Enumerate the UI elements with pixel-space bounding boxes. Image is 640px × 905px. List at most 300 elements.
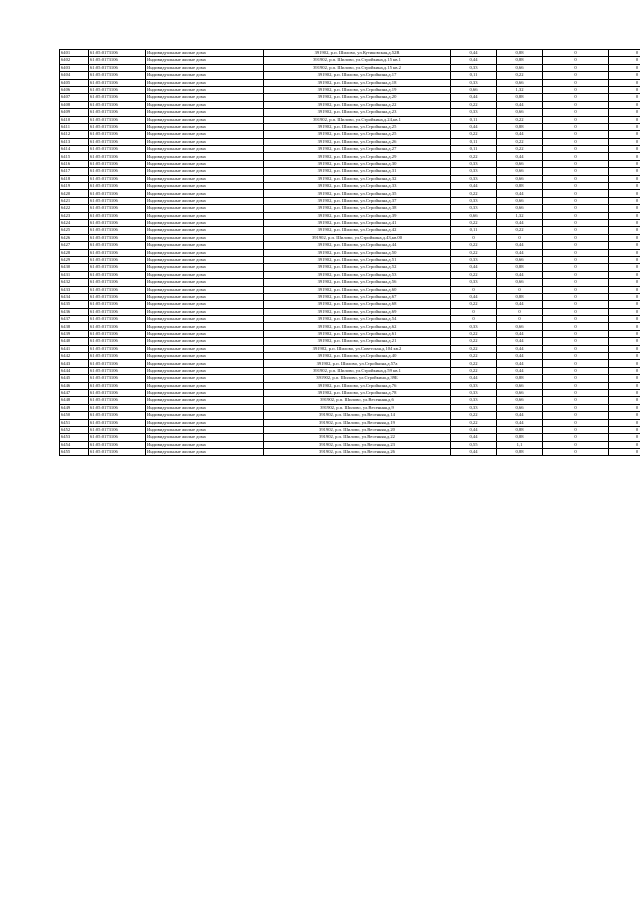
- value-b-cell: 0,22: [497, 227, 543, 234]
- table-row: [60, 79, 640, 86]
- value-a-cell: 0,22: [451, 301, 497, 308]
- building-type-cell: Индивидуальные жилые дома: [146, 404, 264, 411]
- value-c-cell: 0: [543, 94, 609, 101]
- value-d-cell: 0: [609, 138, 640, 145]
- table-row: [60, 153, 640, 160]
- value-a-cell: 0,22: [451, 190, 497, 197]
- value-b-cell: 0,66: [497, 404, 543, 411]
- value-b-cell: 0,88: [497, 264, 543, 271]
- building-type-cell: Индивидуальные жилые дома: [146, 109, 264, 116]
- value-a-cell: 0: [451, 308, 497, 315]
- table-row: [60, 175, 640, 182]
- address-cell: 391902, р.п. Шилово, ул.Стройкина,д.23: [264, 109, 451, 116]
- table-row: [60, 131, 640, 138]
- table-body: [60, 50, 640, 456]
- building-type-cell: Индивидуальные жилые дома: [146, 293, 264, 300]
- building-type-cell: Индивидуальные жилые дома: [146, 419, 264, 426]
- value-b-cell: 0,66: [497, 109, 543, 116]
- cadastral-number-cell: 61:05:0173106: [89, 293, 146, 300]
- table-row: [60, 256, 640, 263]
- row-number-cell: 6436: [60, 308, 89, 315]
- cadastral-number-cell: 61:05:0173106: [89, 323, 146, 330]
- value-a-cell: 0,22: [451, 219, 497, 226]
- row-number-cell: 6438: [60, 323, 89, 330]
- value-a-cell: 0,66: [451, 212, 497, 219]
- building-type-cell: Индивидуальные жилые дома: [146, 382, 264, 389]
- address-cell: 391902, р.п. Шилово, ул.Стройкина,д.67: [264, 293, 451, 300]
- table-row: [60, 316, 640, 323]
- value-d-cell: 0: [609, 449, 640, 456]
- building-type-cell: Индивидуальные жилые дома: [146, 256, 264, 263]
- value-d-cell: 0: [609, 242, 640, 249]
- table-row: [60, 123, 640, 130]
- cadastral-number-cell: 61:05:0173106: [89, 160, 146, 167]
- table-row: [60, 205, 640, 212]
- row-number-cell: 6440: [60, 338, 89, 345]
- address-cell: 391902, р.п. Шилово, ул.Советская,д.104 кв.2: [264, 345, 451, 352]
- value-d-cell: 0: [609, 256, 640, 263]
- address-cell: 391902, р.п. Шилово, ул.Стройкина,д.35: [264, 190, 451, 197]
- value-c-cell: 0: [543, 412, 609, 419]
- building-type-cell: Индивидуальные жилые дома: [146, 168, 264, 175]
- value-d-cell: 0: [609, 316, 640, 323]
- value-b-cell: 0,88: [497, 293, 543, 300]
- value-d-cell: 0: [609, 227, 640, 234]
- row-number-cell: 6444: [60, 367, 89, 374]
- table-row: [60, 345, 640, 352]
- value-c-cell: 0: [543, 190, 609, 197]
- value-a-cell: 0,44: [451, 183, 497, 190]
- row-number-cell: 6451: [60, 419, 89, 426]
- row-number-cell: 6401: [60, 50, 89, 57]
- cadastral-number-cell: 61:05:0173106: [89, 316, 146, 323]
- value-d-cell: 0: [609, 205, 640, 212]
- address-cell: 391902, р.п. Шилово, ул.Стройкина,д.44: [264, 242, 451, 249]
- address-cell: 391902, р.п. Шилово, ул.Стройкина,д.39Б: [264, 375, 451, 382]
- value-b-cell: 0,44: [497, 345, 543, 352]
- value-a-cell: 0,33: [451, 175, 497, 182]
- row-number-cell: 6443: [60, 360, 89, 367]
- building-type-cell: Индивидуальные жилые дома: [146, 197, 264, 204]
- cadastral-number-cell: 61:05:0173106: [89, 449, 146, 456]
- value-b-cell: 0,22: [497, 146, 543, 153]
- building-type-cell: Индивидуальные жилые дома: [146, 323, 264, 330]
- table-row: [60, 190, 640, 197]
- value-d-cell: 0: [609, 360, 640, 367]
- value-b-cell: 0,88: [497, 123, 543, 130]
- row-number-cell: 6431: [60, 271, 89, 278]
- table-row: [60, 367, 640, 374]
- building-type-cell: Индивидуальные жилые дома: [146, 219, 264, 226]
- value-b-cell: 0,44: [497, 338, 543, 345]
- table-row: [60, 286, 640, 293]
- table-row: [60, 57, 640, 64]
- building-type-cell: Индивидуальные жилые дома: [146, 367, 264, 374]
- value-d-cell: 0: [609, 404, 640, 411]
- value-b-cell: 0,44: [497, 330, 543, 337]
- address-cell: 391902, р.п. Шилово, ул.Стройкина,д.51: [264, 256, 451, 263]
- value-d-cell: 0: [609, 375, 640, 382]
- building-type-cell: Индивидуальные жилые дома: [146, 86, 264, 93]
- value-c-cell: 0: [543, 160, 609, 167]
- value-c-cell: 0: [543, 404, 609, 411]
- cadastral-number-cell: 61:05:0173106: [89, 264, 146, 271]
- building-type-cell: Индивидуальные жилые дома: [146, 249, 264, 256]
- building-type-cell: Индивидуальные жилые дома: [146, 279, 264, 286]
- value-c-cell: 0: [543, 116, 609, 123]
- consumption-table: [59, 49, 640, 456]
- value-c-cell: 0: [543, 419, 609, 426]
- value-b-cell: 0,66: [497, 382, 543, 389]
- address-cell: 391902, р.п. Шилово, ул.Стройкина,д.50: [264, 249, 451, 256]
- table-row: [60, 419, 640, 426]
- cadastral-number-cell: 61:05:0173106: [89, 242, 146, 249]
- value-b-cell: 0,88: [497, 183, 543, 190]
- value-c-cell: 0: [543, 79, 609, 86]
- value-d-cell: 0: [609, 234, 640, 241]
- address-cell: 391902, р.п. Шилово, ул.Стройкина,д.61: [264, 330, 451, 337]
- row-number-cell: 6402: [60, 57, 89, 64]
- row-number-cell: 6454: [60, 441, 89, 448]
- building-type-cell: Индивидуальные жилые дома: [146, 183, 264, 190]
- cadastral-number-cell: 61:05:0173106: [89, 441, 146, 448]
- cadastral-number-cell: 61:05:0173106: [89, 345, 146, 352]
- cadastral-number-cell: 61:05:0173106: [89, 397, 146, 404]
- building-type-cell: Индивидуальные жилые дома: [146, 271, 264, 278]
- value-d-cell: 0: [609, 412, 640, 419]
- value-a-cell: 0,44: [451, 123, 497, 130]
- building-type-cell: Индивидуальные жилые дома: [146, 79, 264, 86]
- building-type-cell: Индивидуальные жилые дома: [146, 50, 264, 57]
- value-a-cell: 0,33: [451, 79, 497, 86]
- cadastral-number-cell: 61:05:0173106: [89, 404, 146, 411]
- value-a-cell: 0,11: [451, 146, 497, 153]
- row-number-cell: 6448: [60, 397, 89, 404]
- cadastral-number-cell: 61:05:0173106: [89, 375, 146, 382]
- value-d-cell: 0: [609, 382, 640, 389]
- document-table-container: [59, 49, 640, 456]
- value-a-cell: 0,22: [451, 412, 497, 419]
- row-number-cell: 6418: [60, 175, 89, 182]
- value-d-cell: 0: [609, 190, 640, 197]
- address-cell: 391902, р.п. Шилово, ул.Стройкина,д.20: [264, 94, 451, 101]
- address-cell: 391902, р.п. Шилово, ул.Стройкина,д.78: [264, 389, 451, 396]
- table-row: [60, 412, 640, 419]
- table-row: [60, 197, 640, 204]
- cadastral-number-cell: 61:05:0173106: [89, 205, 146, 212]
- building-type-cell: Индивидуальные жилые дома: [146, 286, 264, 293]
- value-d-cell: 0: [609, 146, 640, 153]
- value-c-cell: 0: [543, 323, 609, 330]
- value-d-cell: 0: [609, 323, 640, 330]
- value-b-cell: 0,44: [497, 242, 543, 249]
- address-cell: 391902, р.п. Шилово, ул.Стройкина,д.29: [264, 153, 451, 160]
- cadastral-number-cell: 61:05:0173106: [89, 382, 146, 389]
- value-d-cell: 0: [609, 197, 640, 204]
- value-b-cell: 0,66: [497, 197, 543, 204]
- row-number-cell: 6416: [60, 160, 89, 167]
- table-row: [60, 146, 640, 153]
- address-cell: 391902, р.п. Шилово, ул.Стройкина,д.39: [264, 212, 451, 219]
- value-d-cell: 0: [609, 330, 640, 337]
- address-cell: 391902, р.п. Шилово, ул.Стройкина,д.42: [264, 227, 451, 234]
- building-type-cell: Индивидуальные жилые дома: [146, 375, 264, 382]
- building-type-cell: Индивидуальные жилые дома: [146, 434, 264, 441]
- cadastral-number-cell: 61:05:0173106: [89, 131, 146, 138]
- value-d-cell: 0: [609, 116, 640, 123]
- table-row: [60, 242, 640, 249]
- value-c-cell: 0: [543, 234, 609, 241]
- row-number-cell: 6412: [60, 131, 89, 138]
- row-number-cell: 6410: [60, 116, 89, 123]
- address-cell: 391902, р.п. Шилово, ул.Весенняя,д.6: [264, 397, 451, 404]
- value-c-cell: 0: [543, 338, 609, 345]
- value-d-cell: 0: [609, 353, 640, 360]
- table-row: [60, 227, 640, 234]
- address-cell: 391902, р.п. Шилово, ул.Стройкина,д.33: [264, 183, 451, 190]
- value-c-cell: 0: [543, 293, 609, 300]
- table-row: [60, 293, 640, 300]
- address-cell: 391902, р.п. Шилово, ул.Стройкина,д.24,кв.1: [264, 116, 451, 123]
- table-row: [60, 50, 640, 57]
- cadastral-number-cell: 61:05:0173106: [89, 175, 146, 182]
- address-cell: 391902, р.п. Шилово, ул.Весенняя,д.26: [264, 449, 451, 456]
- value-c-cell: 0: [543, 197, 609, 204]
- building-type-cell: Индивидуальные жилые дома: [146, 234, 264, 241]
- value-a-cell: 0: [451, 286, 497, 293]
- cadastral-number-cell: 61:05:0173106: [89, 360, 146, 367]
- value-d-cell: 0: [609, 168, 640, 175]
- value-c-cell: 0: [543, 353, 609, 360]
- value-a-cell: 0,33: [451, 279, 497, 286]
- table-row: [60, 249, 640, 256]
- table-row: [60, 330, 640, 337]
- table-row: [60, 397, 640, 404]
- table-row: [60, 72, 640, 79]
- value-b-cell: 0,66: [497, 64, 543, 71]
- cadastral-number-cell: 61:05:0173106: [89, 190, 146, 197]
- value-b-cell: 0,44: [497, 353, 543, 360]
- value-b-cell: 0,44: [497, 219, 543, 226]
- value-b-cell: 0,44: [497, 412, 543, 419]
- address-cell: 391902, р.п. Шилово, ул.Стройкина,д.37: [264, 197, 451, 204]
- value-c-cell: 0: [543, 449, 609, 456]
- value-b-cell: 1,32: [497, 86, 543, 93]
- value-a-cell: 0,33: [451, 64, 497, 71]
- value-d-cell: 0: [609, 131, 640, 138]
- value-a-cell: 0,33: [451, 389, 497, 396]
- row-number-cell: 6428: [60, 249, 89, 256]
- value-d-cell: 0: [609, 50, 640, 57]
- address-cell: 391902, р.п. Шилово, ул.Весенняя,д.23: [264, 441, 451, 448]
- cadastral-number-cell: 61:05:0173106: [89, 64, 146, 71]
- value-a-cell: 0,33: [451, 323, 497, 330]
- table-row: [60, 404, 640, 411]
- building-type-cell: Индивидуальные жилые дома: [146, 264, 264, 271]
- value-b-cell: 0,44: [497, 249, 543, 256]
- value-d-cell: 0: [609, 57, 640, 64]
- value-d-cell: 0: [609, 183, 640, 190]
- table-row: [60, 86, 640, 93]
- row-number-cell: 6414: [60, 146, 89, 153]
- value-a-cell: 0,11: [451, 227, 497, 234]
- value-b-cell: 0: [497, 286, 543, 293]
- value-c-cell: 0: [543, 249, 609, 256]
- table-row: [60, 279, 640, 286]
- value-c-cell: 0: [543, 279, 609, 286]
- row-number-cell: 6424: [60, 219, 89, 226]
- value-b-cell: 0,88: [497, 375, 543, 382]
- value-d-cell: 0: [609, 367, 640, 374]
- value-a-cell: 0,44: [451, 50, 497, 57]
- address-cell: 391902, р.п. Шилово, ул.Стройкина,д.68: [264, 301, 451, 308]
- table-row: [60, 389, 640, 396]
- value-a-cell: 0,33: [451, 397, 497, 404]
- row-number-cell: 6452: [60, 426, 89, 433]
- cadastral-number-cell: 61:05:0173106: [89, 123, 146, 130]
- value-c-cell: 0: [543, 131, 609, 138]
- address-cell: 391902, р.п. Шилово, ул.Стройкина,д.43,кв.00: [264, 234, 451, 241]
- table-row: [60, 382, 640, 389]
- row-number-cell: 6432: [60, 279, 89, 286]
- value-a-cell: 0,44: [451, 264, 497, 271]
- value-c-cell: 0: [543, 271, 609, 278]
- value-b-cell: 0,44: [497, 190, 543, 197]
- table-row: [60, 109, 640, 116]
- value-a-cell: 0,22: [451, 353, 497, 360]
- address-cell: 391902, р.п. Шилово, ул.Стройкина,д.25: [264, 123, 451, 130]
- row-number-cell: 6409: [60, 109, 89, 116]
- value-c-cell: 0: [543, 123, 609, 130]
- row-number-cell: 6417: [60, 168, 89, 175]
- building-type-cell: Индивидуальные жилые дома: [146, 72, 264, 79]
- value-c-cell: 0: [543, 397, 609, 404]
- row-number-cell: 6449: [60, 404, 89, 411]
- value-c-cell: 0: [543, 301, 609, 308]
- value-c-cell: 0: [543, 434, 609, 441]
- building-type-cell: Индивидуальные жилые дома: [146, 94, 264, 101]
- value-b-cell: 0,88: [497, 94, 543, 101]
- building-type-cell: Индивидуальные жилые дома: [146, 441, 264, 448]
- cadastral-number-cell: 61:05:0173106: [89, 79, 146, 86]
- value-b-cell: 0,88: [497, 57, 543, 64]
- cadastral-number-cell: 61:05:0173106: [89, 212, 146, 219]
- address-cell: 391902, р.п. Шилово, ул.Стройкина,д.32: [264, 175, 451, 182]
- table-row: [60, 301, 640, 308]
- cadastral-number-cell: 61:05:0173106: [89, 426, 146, 433]
- value-b-cell: 0,66: [497, 323, 543, 330]
- address-cell: 391902, р.п. Шилово, ул.Кутиковская,д.52В: [264, 50, 451, 57]
- address-cell: 391902, р.п. Шилово, ул.Стройкина,д.22: [264, 101, 451, 108]
- value-c-cell: 0: [543, 183, 609, 190]
- cadastral-number-cell: 61:05:0173106: [89, 227, 146, 234]
- row-number-cell: 6405: [60, 79, 89, 86]
- value-c-cell: 0: [543, 375, 609, 382]
- value-b-cell: 0,88: [497, 50, 543, 57]
- value-d-cell: 0: [609, 94, 640, 101]
- value-a-cell: 0,22: [451, 345, 497, 352]
- value-c-cell: 0: [543, 205, 609, 212]
- table-row: [60, 101, 640, 108]
- building-type-cell: Индивидуальные жилые дома: [146, 360, 264, 367]
- value-c-cell: 0: [543, 227, 609, 234]
- value-c-cell: 0: [543, 212, 609, 219]
- value-d-cell: 0: [609, 271, 640, 278]
- cadastral-number-cell: 61:05:0173106: [89, 116, 146, 123]
- building-type-cell: Индивидуальные жилые дома: [146, 227, 264, 234]
- row-number-cell: 6425: [60, 227, 89, 234]
- table-row: [60, 449, 640, 456]
- value-c-cell: 0: [543, 308, 609, 315]
- value-a-cell: 0: [451, 234, 497, 241]
- value-a-cell: 0,11: [451, 72, 497, 79]
- address-cell: 391902, р.п. Шилово, ул.Стройкина,д.26: [264, 138, 451, 145]
- value-a-cell: 0,33: [451, 109, 497, 116]
- cadastral-number-cell: 61:05:0173106: [89, 153, 146, 160]
- cadastral-number-cell: 61:05:0173106: [89, 389, 146, 396]
- building-type-cell: Индивидуальные жилые дома: [146, 389, 264, 396]
- cadastral-number-cell: 61:05:0173106: [89, 183, 146, 190]
- value-a-cell: 0,22: [451, 153, 497, 160]
- value-d-cell: 0: [609, 160, 640, 167]
- address-cell: 391902, р.п. Шилово, ул.Стройкина,д.69: [264, 308, 451, 315]
- row-number-cell: 6403: [60, 64, 89, 71]
- value-d-cell: 0: [609, 279, 640, 286]
- row-number-cell: 6442: [60, 353, 89, 360]
- value-d-cell: 0: [609, 308, 640, 315]
- value-a-cell: 0,33: [451, 168, 497, 175]
- address-cell: 391902, р.п. Шилово, ул.Весенняя,д.14: [264, 412, 451, 419]
- value-a-cell: 0,33: [451, 404, 497, 411]
- address-cell: 391902, р.п. Шилово, ул.Стройкина,д.54: [264, 316, 451, 323]
- value-c-cell: 0: [543, 219, 609, 226]
- value-d-cell: 0: [609, 153, 640, 160]
- value-d-cell: 0: [609, 86, 640, 93]
- cadastral-number-cell: 61:05:0173106: [89, 138, 146, 145]
- value-d-cell: 0: [609, 264, 640, 271]
- row-number-cell: 6453: [60, 434, 89, 441]
- value-a-cell: 0,22: [451, 101, 497, 108]
- cadastral-number-cell: 61:05:0173106: [89, 234, 146, 241]
- row-number-cell: 6445: [60, 375, 89, 382]
- address-cell: 391902, р.п. Шилово, ул.Стройкина,д.21: [264, 338, 451, 345]
- table-row: [60, 138, 640, 145]
- address-cell: 391902, р.п. Шилово, ул.Стройкина,д.27: [264, 146, 451, 153]
- row-number-cell: 6439: [60, 330, 89, 337]
- row-number-cell: 6433: [60, 286, 89, 293]
- building-type-cell: Индивидуальные жилые дома: [146, 153, 264, 160]
- building-type-cell: Индивидуальные жилые дома: [146, 449, 264, 456]
- value-a-cell: 0,22: [451, 360, 497, 367]
- value-b-cell: 0,66: [497, 279, 543, 286]
- row-number-cell: 6427: [60, 242, 89, 249]
- value-c-cell: 0: [543, 316, 609, 323]
- value-b-cell: 0,66: [497, 256, 543, 263]
- value-b-cell: 0,22: [497, 116, 543, 123]
- value-b-cell: 0,66: [497, 160, 543, 167]
- cadastral-number-cell: 61:05:0173106: [89, 57, 146, 64]
- value-b-cell: 0,44: [497, 271, 543, 278]
- cadastral-number-cell: 61:05:0173106: [89, 367, 146, 374]
- building-type-cell: Индивидуальные жилые дома: [146, 338, 264, 345]
- row-number-cell: 6415: [60, 153, 89, 160]
- value-a-cell: 0,22: [451, 367, 497, 374]
- row-number-cell: 6429: [60, 256, 89, 263]
- building-type-cell: Индивидуальные жилые дома: [146, 353, 264, 360]
- value-b-cell: 1,32: [497, 212, 543, 219]
- value-b-cell: 0,88: [497, 426, 543, 433]
- value-d-cell: 0: [609, 123, 640, 130]
